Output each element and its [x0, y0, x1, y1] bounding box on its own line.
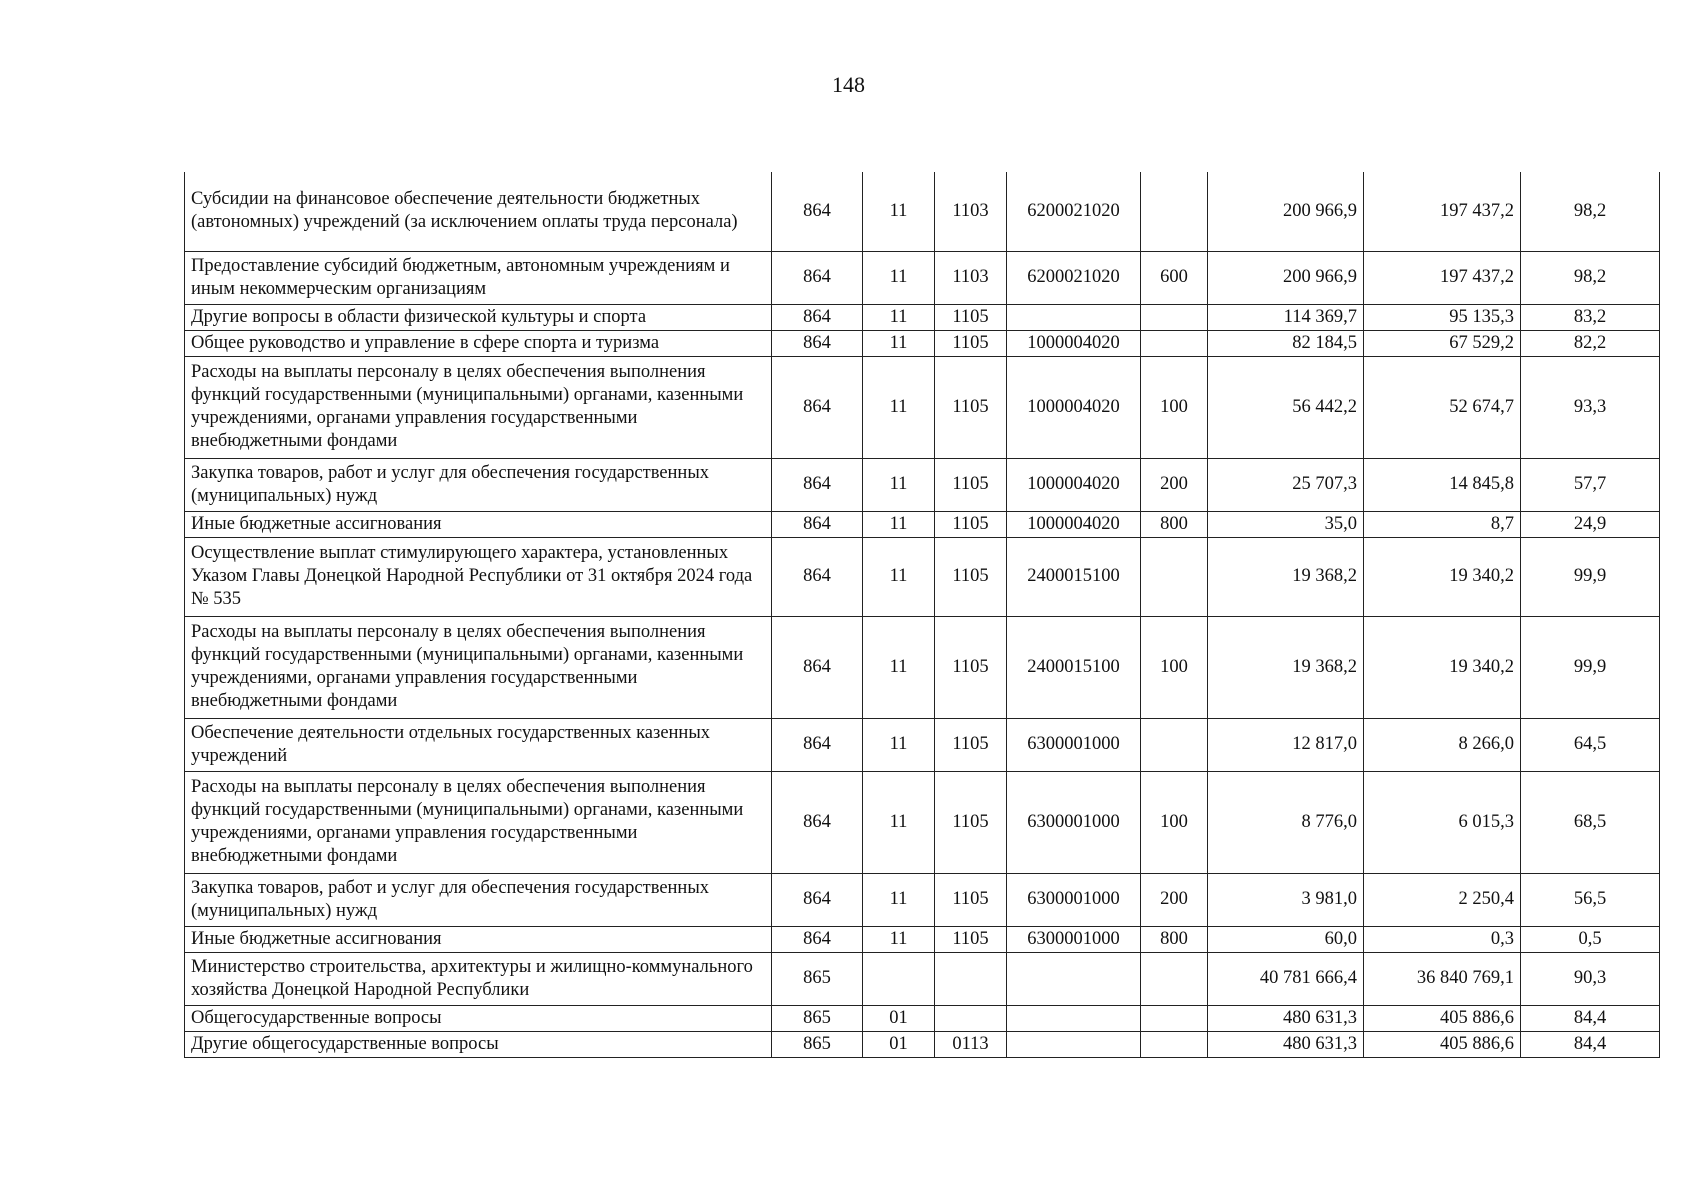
item-name-cell: Расходы на выплаты персоналу в целях обеспечения выполнения функций государственными (муниципальными) органами, казенными учреждениями, органами управления государственными внебюджетными фондами [185, 771, 772, 873]
execution-percent-cell: 99,9 [1521, 616, 1660, 718]
section-code-cell: 11 [863, 458, 935, 511]
execution-percent-cell: 98,2 [1521, 251, 1660, 304]
subsection-code-cell: 0113 [935, 1031, 1007, 1057]
item-name-cell: Субсидии на финансовое обеспечение деятельности бюджетных (автономных) учреждений (за исключением оплаты труда персонала) [185, 172, 772, 251]
actual-amount-cell: 6 015,3 [1364, 771, 1521, 873]
planned-amount-cell: 82 184,5 [1208, 330, 1364, 356]
section-code-cell: 01 [863, 1005, 935, 1031]
target-article-cell: 6200021020 [1007, 172, 1141, 251]
item-name-cell: Иные бюджетные ассигнования [185, 926, 772, 952]
table-row [185, 1005, 1660, 1031]
section-code-cell [863, 952, 935, 1005]
section-code-cell: 11 [863, 511, 935, 537]
department-code-cell: 864 [772, 458, 863, 511]
department-code-cell: 864 [772, 251, 863, 304]
actual-amount-cell: 19 340,2 [1364, 537, 1521, 616]
planned-amount-cell: 19 368,2 [1208, 616, 1364, 718]
planned-amount-cell: 114 369,7 [1208, 304, 1364, 330]
planned-amount-cell: 200 966,9 [1208, 172, 1364, 251]
planned-amount-cell: 25 707,3 [1208, 458, 1364, 511]
expense-type-cell: 200 [1141, 873, 1208, 926]
actual-amount-cell: 95 135,3 [1364, 304, 1521, 330]
planned-amount-cell: 56 442,2 [1208, 356, 1364, 458]
expense-type-cell [1141, 304, 1208, 330]
subsection-code-cell [935, 952, 1007, 1005]
section-code-cell: 01 [863, 1031, 935, 1057]
department-code-cell: 864 [772, 330, 863, 356]
section-code-cell: 11 [863, 251, 935, 304]
department-code-cell: 864 [772, 304, 863, 330]
subsection-code-cell: 1105 [935, 926, 1007, 952]
section-code-cell: 11 [863, 330, 935, 356]
target-article-cell: 1000004020 [1007, 511, 1141, 537]
subsection-code-cell: 1105 [935, 616, 1007, 718]
execution-percent-cell: 64,5 [1521, 718, 1660, 771]
planned-amount-cell: 19 368,2 [1208, 537, 1364, 616]
section-code-cell: 11 [863, 771, 935, 873]
actual-amount-cell: 0,3 [1364, 926, 1521, 952]
department-code-cell: 864 [772, 511, 863, 537]
item-name-cell: Обеспечение деятельности отдельных государственных казенных учреждений [185, 718, 772, 771]
department-code-cell: 865 [772, 1005, 863, 1031]
actual-amount-cell: 405 886,6 [1364, 1005, 1521, 1031]
table-row [185, 356, 1660, 458]
expense-type-cell [1141, 172, 1208, 251]
item-name-cell: Общегосударственные вопросы [185, 1005, 772, 1031]
execution-percent-cell: 90,3 [1521, 952, 1660, 1005]
table-row [185, 330, 1660, 356]
item-name-cell: Предоставление субсидий бюджетным, автономным учреждениям и иным некоммерческим организациям [185, 251, 772, 304]
expense-type-cell [1141, 952, 1208, 1005]
item-name-cell: Осуществление выплат стимулирующего характера, установленных Указом Главы Донецкой Народной Республики от 31 октября 2024 года № 535 [185, 537, 772, 616]
department-code-cell: 864 [772, 356, 863, 458]
table-row [185, 172, 1660, 251]
section-code-cell: 11 [863, 718, 935, 771]
execution-percent-cell: 56,5 [1521, 873, 1660, 926]
item-name-cell: Закупка товаров, работ и услуг для обеспечения государственных (муниципальных) нужд [185, 873, 772, 926]
item-name-cell: Закупка товаров, работ и услуг для обеспечения государственных (муниципальных) нужд [185, 458, 772, 511]
target-article-cell: 1000004020 [1007, 330, 1141, 356]
target-article-cell: 1000004020 [1007, 356, 1141, 458]
subsection-code-cell: 1105 [935, 537, 1007, 616]
department-code-cell: 864 [772, 537, 863, 616]
planned-amount-cell: 480 631,3 [1208, 1031, 1364, 1057]
target-article-cell: 6300001000 [1007, 873, 1141, 926]
execution-percent-cell: 84,4 [1521, 1031, 1660, 1057]
section-code-cell: 11 [863, 926, 935, 952]
subsection-code-cell [935, 1005, 1007, 1031]
table-row [185, 458, 1660, 511]
page-number: 148 [832, 72, 865, 97]
planned-amount-cell: 480 631,3 [1208, 1005, 1364, 1031]
subsection-code-cell: 1105 [935, 330, 1007, 356]
department-code-cell: 865 [772, 1031, 863, 1057]
target-article-cell [1007, 304, 1141, 330]
subsection-code-cell: 1105 [935, 873, 1007, 926]
department-code-cell: 864 [772, 771, 863, 873]
expense-type-cell: 800 [1141, 511, 1208, 537]
actual-amount-cell: 197 437,2 [1364, 172, 1521, 251]
planned-amount-cell: 60,0 [1208, 926, 1364, 952]
execution-percent-cell: 24,9 [1521, 511, 1660, 537]
item-name-cell: Общее руководство и управление в сфере спорта и туризма [185, 330, 772, 356]
table-row [185, 952, 1660, 1005]
execution-percent-cell: 83,2 [1521, 304, 1660, 330]
subsection-code-cell: 1105 [935, 718, 1007, 771]
department-code-cell: 864 [772, 616, 863, 718]
actual-amount-cell: 197 437,2 [1364, 251, 1521, 304]
expense-type-cell [1141, 1031, 1208, 1057]
execution-percent-cell: 0,5 [1521, 926, 1660, 952]
budget-table [184, 172, 1660, 1058]
execution-percent-cell: 99,9 [1521, 537, 1660, 616]
table-row [185, 616, 1660, 718]
actual-amount-cell: 36 840 769,1 [1364, 952, 1521, 1005]
expense-type-cell [1141, 330, 1208, 356]
target-article-cell: 1000004020 [1007, 458, 1141, 511]
table-row [185, 1031, 1660, 1057]
expense-type-cell: 100 [1141, 356, 1208, 458]
actual-amount-cell: 8,7 [1364, 511, 1521, 537]
execution-percent-cell: 57,7 [1521, 458, 1660, 511]
item-name-cell: Другие вопросы в области физической культуры и спорта [185, 304, 772, 330]
item-name-cell: Министерство строительства, архитектуры и жилищно-коммунального хозяйства Донецкой Народной Республики [185, 952, 772, 1005]
section-code-cell: 11 [863, 616, 935, 718]
planned-amount-cell: 3 981,0 [1208, 873, 1364, 926]
table-row [185, 873, 1660, 926]
section-code-cell: 11 [863, 873, 935, 926]
subsection-code-cell: 1103 [935, 172, 1007, 251]
section-code-cell: 11 [863, 356, 935, 458]
table-row [185, 926, 1660, 952]
actual-amount-cell: 405 886,6 [1364, 1031, 1521, 1057]
expense-type-cell [1141, 537, 1208, 616]
expense-type-cell [1141, 718, 1208, 771]
execution-percent-cell: 84,4 [1521, 1005, 1660, 1031]
target-article-cell: 6300001000 [1007, 718, 1141, 771]
planned-amount-cell: 40 781 666,4 [1208, 952, 1364, 1005]
item-name-cell: Иные бюджетные ассигнования [185, 511, 772, 537]
item-name-cell: Расходы на выплаты персоналу в целях обеспечения выполнения функций государственными (муниципальными) органами, казенными учреждениями, органами управления государственными внебюджетными фондами [185, 616, 772, 718]
actual-amount-cell: 52 674,7 [1364, 356, 1521, 458]
planned-amount-cell: 12 817,0 [1208, 718, 1364, 771]
planned-amount-cell: 8 776,0 [1208, 771, 1364, 873]
target-article-cell [1007, 952, 1141, 1005]
actual-amount-cell: 19 340,2 [1364, 616, 1521, 718]
execution-percent-cell: 93,3 [1521, 356, 1660, 458]
department-code-cell: 864 [772, 926, 863, 952]
item-name-cell: Расходы на выплаты персоналу в целях обеспечения выполнения функций государственными (муниципальными) органами, казенными учреждениями, органами управления государственными внебюджетными фондами [185, 356, 772, 458]
expense-type-cell: 100 [1141, 771, 1208, 873]
department-code-cell: 864 [772, 873, 863, 926]
target-article-cell: 2400015100 [1007, 616, 1141, 718]
table-row [185, 718, 1660, 771]
target-article-cell: 2400015100 [1007, 537, 1141, 616]
planned-amount-cell: 200 966,9 [1208, 251, 1364, 304]
actual-amount-cell: 8 266,0 [1364, 718, 1521, 771]
expense-type-cell: 600 [1141, 251, 1208, 304]
section-code-cell: 11 [863, 537, 935, 616]
subsection-code-cell: 1105 [935, 458, 1007, 511]
actual-amount-cell: 2 250,4 [1364, 873, 1521, 926]
table-row [185, 251, 1660, 304]
section-code-cell: 11 [863, 172, 935, 251]
section-code-cell: 11 [863, 304, 935, 330]
table-row [185, 771, 1660, 873]
target-article-cell: 6300001000 [1007, 926, 1141, 952]
department-code-cell: 864 [772, 718, 863, 771]
actual-amount-cell: 67 529,2 [1364, 330, 1521, 356]
table-row [185, 304, 1660, 330]
expense-type-cell: 100 [1141, 616, 1208, 718]
target-article-cell: 6200021020 [1007, 251, 1141, 304]
subsection-code-cell: 1105 [935, 511, 1007, 537]
item-name-cell: Другие общегосударственные вопросы [185, 1031, 772, 1057]
subsection-code-cell: 1105 [935, 356, 1007, 458]
planned-amount-cell: 35,0 [1208, 511, 1364, 537]
department-code-cell: 865 [772, 952, 863, 1005]
execution-percent-cell: 98,2 [1521, 172, 1660, 251]
table-row [185, 537, 1660, 616]
execution-percent-cell: 82,2 [1521, 330, 1660, 356]
target-article-cell: 6300001000 [1007, 771, 1141, 873]
expense-type-cell: 200 [1141, 458, 1208, 511]
table-row [185, 511, 1660, 537]
expense-type-cell: 800 [1141, 926, 1208, 952]
actual-amount-cell: 14 845,8 [1364, 458, 1521, 511]
subsection-code-cell: 1105 [935, 771, 1007, 873]
department-code-cell: 864 [772, 172, 863, 251]
budget-table-body [185, 172, 1660, 1057]
expense-type-cell [1141, 1005, 1208, 1031]
execution-percent-cell: 68,5 [1521, 771, 1660, 873]
target-article-cell [1007, 1031, 1141, 1057]
subsection-code-cell: 1105 [935, 304, 1007, 330]
subsection-code-cell: 1103 [935, 251, 1007, 304]
target-article-cell [1007, 1005, 1141, 1031]
